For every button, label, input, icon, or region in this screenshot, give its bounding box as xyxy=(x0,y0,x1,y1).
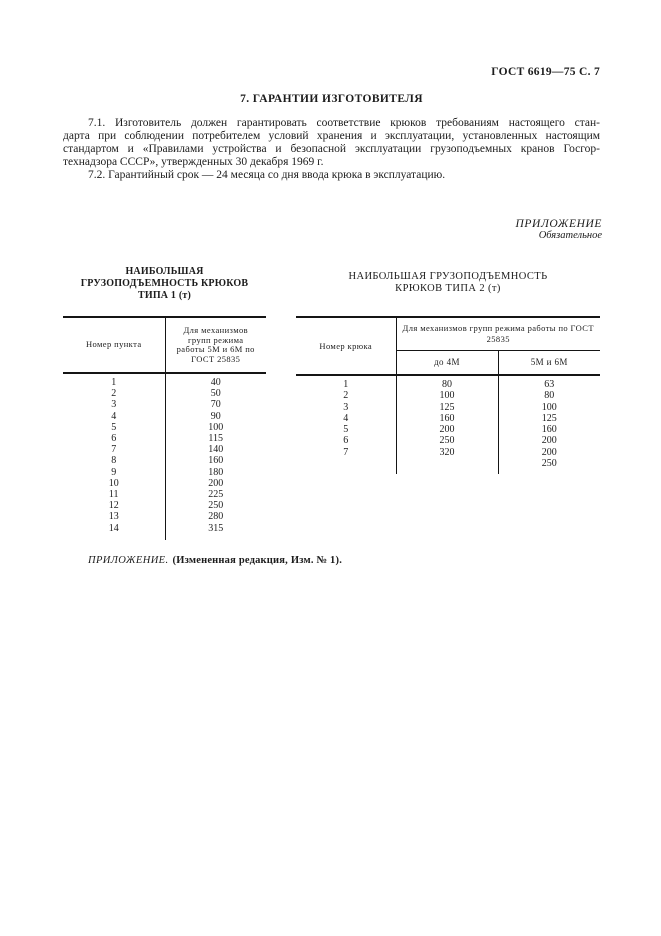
table1-header-capacity: Для механизмов групп режима работы 5М и 6М по ГОСТ 25835 xyxy=(165,317,266,373)
table-row xyxy=(296,402,600,413)
cell-point-number: 2 xyxy=(63,388,165,399)
table-type1-capacity xyxy=(63,316,266,540)
cell-capacity: 115 xyxy=(208,433,224,445)
cell-point-number: 14 xyxy=(63,523,165,534)
table2-header-group: Для механизмов групп режима работы по ГОСТ 25835 xyxy=(396,317,600,350)
doc-reference: ГОСТ 6619—75 С. 7 xyxy=(491,66,600,78)
cell-capacity: 225 xyxy=(208,489,224,501)
table-type2-capacity xyxy=(296,316,600,474)
table-row xyxy=(63,455,266,466)
cell-upto4m: 80 xyxy=(396,375,498,390)
cell-capacity: 160 xyxy=(208,455,224,467)
table1-title xyxy=(63,266,266,302)
cell-point-number: 8 xyxy=(63,455,165,466)
cell-5m-6m: 200 xyxy=(541,435,557,447)
cell-upto4m: 160 xyxy=(396,413,498,424)
table-row xyxy=(63,422,266,433)
table-row xyxy=(63,433,266,444)
table-row xyxy=(296,375,600,390)
table2-title-line: КРЮКОВ ТИПА 2 (т) xyxy=(395,283,501,294)
cell-capacity: 250 xyxy=(208,500,224,512)
cell-upto4m: 125 xyxy=(396,402,498,413)
cell-5m-6m: 100 xyxy=(541,401,557,413)
paragraph-7-1-line: 7.1. Изготовитель должен гарантировать соответствие крюков требованиям настоящего стан- xyxy=(88,117,600,129)
table2-body xyxy=(296,375,600,474)
cell-hook-number: 7 xyxy=(296,447,396,458)
cell-point-number: 13 xyxy=(63,511,165,522)
section-title: 7. ГАРАНТИИ ИЗГОТОВИТЕЛЯ xyxy=(240,93,423,105)
cell-capacity: 90 xyxy=(210,410,221,422)
table-row xyxy=(63,411,266,422)
cell-capacity: 280 xyxy=(208,511,224,523)
cell-upto4m: 320 xyxy=(396,447,498,458)
table2-header-row-1 xyxy=(296,317,600,350)
annex-label: ПРИЛОЖЕНИЕ xyxy=(515,218,602,230)
table2-header-hook-number: Номер крюка xyxy=(296,317,396,375)
table1-rule-extension xyxy=(63,534,266,540)
cell-5m-6m: 63 xyxy=(544,379,555,390)
table1-title-line: ГРУЗОПОДЪЕМНОСТЬ КРЮКОВ xyxy=(80,278,249,289)
cell-hook-number: 6 xyxy=(296,435,396,446)
cell-hook-number: 1 xyxy=(296,375,396,390)
paragraph-7-1-line: технадзора СССР», утвержденных 30 декабря 1969 г. xyxy=(63,156,324,168)
cell-capacity: 100 xyxy=(208,421,224,433)
table2-title xyxy=(296,271,600,295)
footnote-annex-ref: ПРИЛОЖЕНИЕ. xyxy=(88,555,169,566)
cell-5m-6m: 200 xyxy=(541,446,557,458)
cell-upto4m: 250 xyxy=(396,435,498,446)
footnote-revision-note: (Измененная редакция, Изм. № 1). xyxy=(172,555,343,566)
table-row xyxy=(63,467,266,478)
cell-capacity: 315 xyxy=(208,522,224,534)
cell-hook-number xyxy=(296,458,396,469)
body-paragraphs xyxy=(63,117,600,182)
cell-point-number: 10 xyxy=(63,478,165,489)
cell-point-number: 7 xyxy=(63,444,165,455)
cell-capacity: 70 xyxy=(210,399,221,411)
table1-header-point-number: Номер пункта xyxy=(63,317,165,373)
cell-capacity: 200 xyxy=(208,477,224,489)
paragraph-7-2: 7.2. Гарантийный срок — 24 месяца со дня ввода крюка в эксплуатацию. xyxy=(88,169,446,181)
table-row xyxy=(63,523,266,534)
cell-upto4m: 100 xyxy=(396,390,498,401)
table1-title-line: ТИПА 1 (т) xyxy=(137,290,192,301)
table-row xyxy=(63,388,266,399)
table-row xyxy=(296,390,600,401)
table-row xyxy=(63,500,266,511)
cell-5m-6m: 80 xyxy=(544,390,555,402)
table-row xyxy=(63,478,266,489)
cell-capacity: 180 xyxy=(208,466,224,478)
cell-5m-6m: 125 xyxy=(541,412,557,424)
table-row xyxy=(296,435,600,446)
table-row xyxy=(63,373,266,388)
cell-point-number: 4 xyxy=(63,411,165,422)
cell-point-number: 12 xyxy=(63,500,165,511)
cell-point-number: 3 xyxy=(63,399,165,410)
cell-point-number: 5 xyxy=(63,422,165,433)
table-row xyxy=(63,511,266,522)
paragraph-7-1-line: стандартом и «Правилами устройства и безопасной эксплуатации грузоподъемных кранов Госгор- xyxy=(63,143,600,155)
table1-body xyxy=(63,373,266,540)
cell-5m-6m: 250 xyxy=(541,458,557,470)
cell-capacity: 40 xyxy=(210,377,221,388)
cell-hook-number: 2 xyxy=(296,390,396,401)
table-row xyxy=(63,444,266,455)
table-row xyxy=(63,489,266,500)
table2-title-line: НАИБОЛЬШАЯ ГРУЗОПОДЪЕМНОСТЬ xyxy=(348,271,548,282)
table1-title-line: НАИБОЛЬШАЯ xyxy=(125,266,204,277)
annex-marker xyxy=(430,218,602,241)
cell-point-number: 9 xyxy=(63,467,165,478)
table-row xyxy=(296,447,600,458)
cell-point-number: 1 xyxy=(63,373,165,388)
table2-rule-extension xyxy=(296,469,600,474)
table1-header-row xyxy=(63,317,266,373)
table-row xyxy=(296,458,600,469)
table2-header-upto4m: до 4М xyxy=(396,350,498,375)
revision-footnote xyxy=(88,555,342,566)
paragraph-7-1-line: дарта при соблюдении потребителем условий хранения и эксплуатации, установленных настоящим xyxy=(63,130,600,142)
table2-header-5m-6m: 5М и 6М xyxy=(498,350,600,375)
cell-hook-number: 3 xyxy=(296,402,396,413)
table-row xyxy=(63,399,266,410)
cell-hook-number: 5 xyxy=(296,424,396,435)
cell-point-number: 6 xyxy=(63,433,165,444)
table-row xyxy=(296,424,600,435)
annex-sublabel: Обязательное xyxy=(538,230,602,241)
cell-capacity: 140 xyxy=(208,444,224,456)
cell-upto4m xyxy=(396,458,498,469)
table1-header xyxy=(63,317,266,373)
cell-capacity: 50 xyxy=(210,388,221,400)
cell-point-number: 11 xyxy=(63,489,165,500)
table-row xyxy=(296,413,600,424)
cell-upto4m: 200 xyxy=(396,424,498,435)
table2-header xyxy=(296,317,600,375)
cell-hook-number: 4 xyxy=(296,413,396,424)
cell-5m-6m: 160 xyxy=(541,424,557,436)
